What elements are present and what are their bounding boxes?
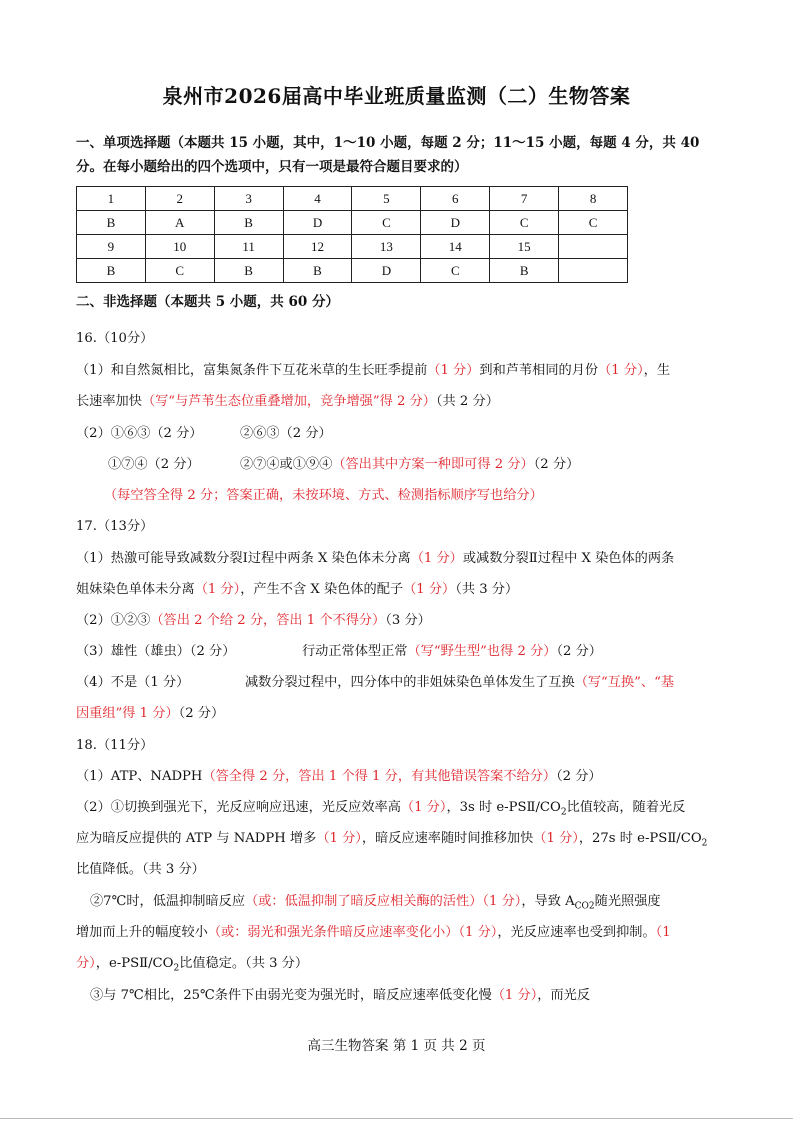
table-cell: B — [214, 211, 283, 235]
table-cell: 15 — [490, 235, 559, 259]
table-row — [77, 187, 628, 211]
text: （共 2 分） — [435, 394, 499, 409]
text: ③与 7℃相比，25℃条件下由弱光变为强光时，暗反应速率低变化慢 — [90, 988, 492, 1003]
table-cell: 14 — [421, 235, 490, 259]
score-note: （1 分） — [410, 551, 463, 566]
text: ，光反应速率也受到抑制。 — [497, 925, 656, 940]
table-cell: D — [352, 259, 421, 283]
q16-note: （每空答全得 2 分；答案正确，未按环境、方式、检测指标顺序写也给分） — [104, 488, 543, 503]
table-cell: D — [421, 211, 490, 235]
q16-line3b: ②⑥③（2 分） — [240, 426, 332, 441]
q17-line5b — [245, 671, 674, 690]
q17-line1 — [76, 547, 674, 566]
text: ，而光反 — [537, 988, 591, 1003]
score-note: （写“与芦苇生态位重叠增加，竞争增强”得 2 分） — [141, 394, 436, 409]
score-note: （1 — [655, 925, 671, 940]
text: （1）热激可能导致减数分裂Ⅰ过程中两条 X 染色体未分离 — [76, 551, 411, 566]
score-note: （写“互换”、“基 — [574, 675, 675, 690]
q17-line2 — [76, 578, 518, 597]
table-cell: B — [77, 211, 146, 235]
text: 长速率加快 — [76, 394, 142, 409]
text: ，生 — [643, 363, 671, 378]
text: 比值较高，随着光反 — [566, 800, 686, 815]
text: 减数分裂过程中，四分体中的非姐妹染色单体发生了互换 — [245, 675, 575, 690]
table-cell: B — [214, 259, 283, 283]
q18-line5 — [90, 890, 661, 912]
text: （2 分） — [178, 706, 225, 721]
score-note: （1 分） — [533, 831, 579, 846]
score-note: （或：弱光和强光条件暗反应速率变化小）（1 分） — [207, 925, 498, 940]
table-cell: 8 — [559, 187, 628, 211]
table-cell: 2 — [145, 187, 214, 211]
table-cell: 12 — [283, 235, 352, 259]
table-cell: C — [490, 211, 559, 235]
subscript: 2 — [701, 838, 708, 849]
q17-line4b — [302, 640, 602, 659]
subscript: CO2 — [574, 901, 595, 912]
text: （2 分） — [556, 644, 602, 659]
q16-line4a: ①⑦④（2 分） — [108, 457, 200, 472]
table-cell: 7 — [490, 187, 559, 211]
table-cell: B — [77, 259, 146, 283]
table-cell: D — [283, 211, 352, 235]
score-note: （1 分） — [427, 363, 480, 378]
q18-line6 — [76, 921, 671, 940]
score-note: （1 分） — [316, 831, 362, 846]
table-cell: C — [559, 211, 628, 235]
subscript: 2 — [560, 807, 567, 818]
text: （1）ATP、NADPH — [76, 769, 203, 784]
table-cell: C — [352, 211, 421, 235]
text: ，e-PSⅡ/CO — [95, 956, 174, 971]
table-cell: A — [145, 211, 214, 235]
table-cell: 13 — [352, 235, 421, 259]
score-note: （1 分） — [491, 988, 538, 1003]
table-cell: B — [283, 259, 352, 283]
score-note: （写“野生型”也得 2 分） — [407, 644, 557, 659]
table-cell — [559, 235, 628, 259]
text: （3 分） — [385, 613, 431, 628]
text: 行动正常体型正常 — [302, 644, 408, 659]
score-note: （1 分） — [403, 582, 456, 597]
q16-line3a: （2）①⑥③（2 分） — [76, 426, 203, 441]
table-cell: 5 — [352, 187, 421, 211]
q16-line1 — [76, 359, 670, 378]
q16-line4b — [240, 453, 579, 472]
score-note: （答出其中方案一种即可得 2 分） — [332, 457, 534, 472]
answer-table — [76, 186, 628, 283]
table-row — [77, 211, 628, 235]
text: ，暗反应速率随时间推移加快 — [361, 831, 534, 846]
subscript: 2 — [173, 963, 180, 974]
bottom-rule — [0, 1118, 793, 1119]
score-note: （答全得 2 分，答出 1 个得 1 分，有其他错误答案不给分） — [202, 769, 557, 784]
text: （1）和自然氮相比，富集氮条件下互花米草的生长旺季提前 — [76, 363, 428, 378]
table-cell: 10 — [145, 235, 214, 259]
table-cell: 11 — [214, 235, 283, 259]
table-cell: 9 — [77, 235, 146, 259]
q18-line2 — [76, 796, 685, 818]
text: 随光照强度 — [594, 894, 661, 909]
q18-line8 — [90, 984, 590, 1003]
table-cell: B — [490, 259, 559, 283]
table-cell: C — [145, 259, 214, 283]
q18-heading: 18.（11分） — [76, 738, 154, 753]
score-note: （1 分） — [400, 800, 447, 815]
section2-title: 二、非选择题（本题共 5 小题，共 60 分） — [76, 294, 339, 310]
text: （2 分） — [533, 457, 580, 472]
score-note: （1 分） — [598, 363, 644, 378]
text: ，3s 时 e-PSⅡ/CO — [446, 800, 561, 815]
text: 姐妹染色单体未分离 — [76, 582, 195, 597]
score-note: （答出 2 个给 2 分，答出 1 个不得分） — [150, 613, 386, 628]
table-row — [77, 259, 628, 283]
text: 应为暗反应提供的 ATP 与 NADPH 增多 — [76, 831, 317, 846]
text: ，27s 时 e-PSⅡ/CO — [578, 831, 702, 846]
text: （2）①②③ — [76, 613, 151, 628]
text: 或减数分裂Ⅱ过程中 X 染色体的两条 — [462, 551, 675, 566]
q17-line6 — [76, 702, 224, 721]
score-note: （或：低温抑制了暗反应相关酶的活性）（1 分） — [245, 894, 522, 909]
table-cell: 1 — [77, 187, 146, 211]
q18-line7 — [76, 952, 308, 974]
table-cell — [559, 259, 628, 283]
text: （共 3 分） — [455, 582, 519, 597]
q17-line4a: （3）雄性（雄虫）（2 分） — [76, 644, 236, 659]
table-cell: 4 — [283, 187, 352, 211]
text: 增加而上升的幅度较小 — [76, 925, 208, 940]
section1-line1: 一、单项选择题（本题共 15 小题，其中，1～10 小题，每题 2 分；11～15 小题，每题 4 分，共 40 — [76, 135, 700, 151]
table-cell: C — [421, 259, 490, 283]
q17-heading: 17.（13分） — [76, 519, 154, 534]
page-title: 泉州市2026届高中毕业班质量监测（二）生物答案 — [162, 84, 631, 108]
text: 比值稳定。（共 3 分） — [179, 956, 309, 971]
text: ②7℃时，低温抑制暗反应 — [90, 894, 246, 909]
q17-line3 — [76, 609, 431, 628]
text: ②⑦④或①⑨④ — [240, 457, 333, 472]
q16-line2 — [76, 390, 499, 409]
q16-heading: 16.（10分） — [76, 331, 154, 346]
text: ，导致 A — [521, 894, 575, 909]
q17-line5a: （4）不是（1 分） — [76, 675, 190, 690]
page-footer: 高三生物答案 第 1 页 共 2 页 — [307, 1038, 486, 1054]
text: 到和芦苇相同的月份 — [479, 363, 599, 378]
q18-line3 — [76, 827, 707, 849]
text: ，产生不含 X 染色体的配子 — [240, 582, 404, 597]
section1-line2: 分。在每小题给出的四个选项中，只有一项是最符合题目要求的） — [76, 159, 468, 175]
table-cell: 6 — [421, 187, 490, 211]
score-note: 分） — [76, 956, 96, 971]
text: （2）①切换到强光下，光反应响应迅速，光反应效率高 — [76, 800, 401, 815]
q18-line4: 比值降低。（共 3 分） — [76, 862, 205, 877]
table-row — [77, 235, 628, 259]
score-note: 因重组”得 1 分） — [76, 706, 179, 721]
score-note: （1 分） — [194, 582, 241, 597]
q18-line1 — [76, 765, 602, 784]
table-cell: 3 — [214, 187, 283, 211]
text: （2 分） — [556, 769, 602, 784]
